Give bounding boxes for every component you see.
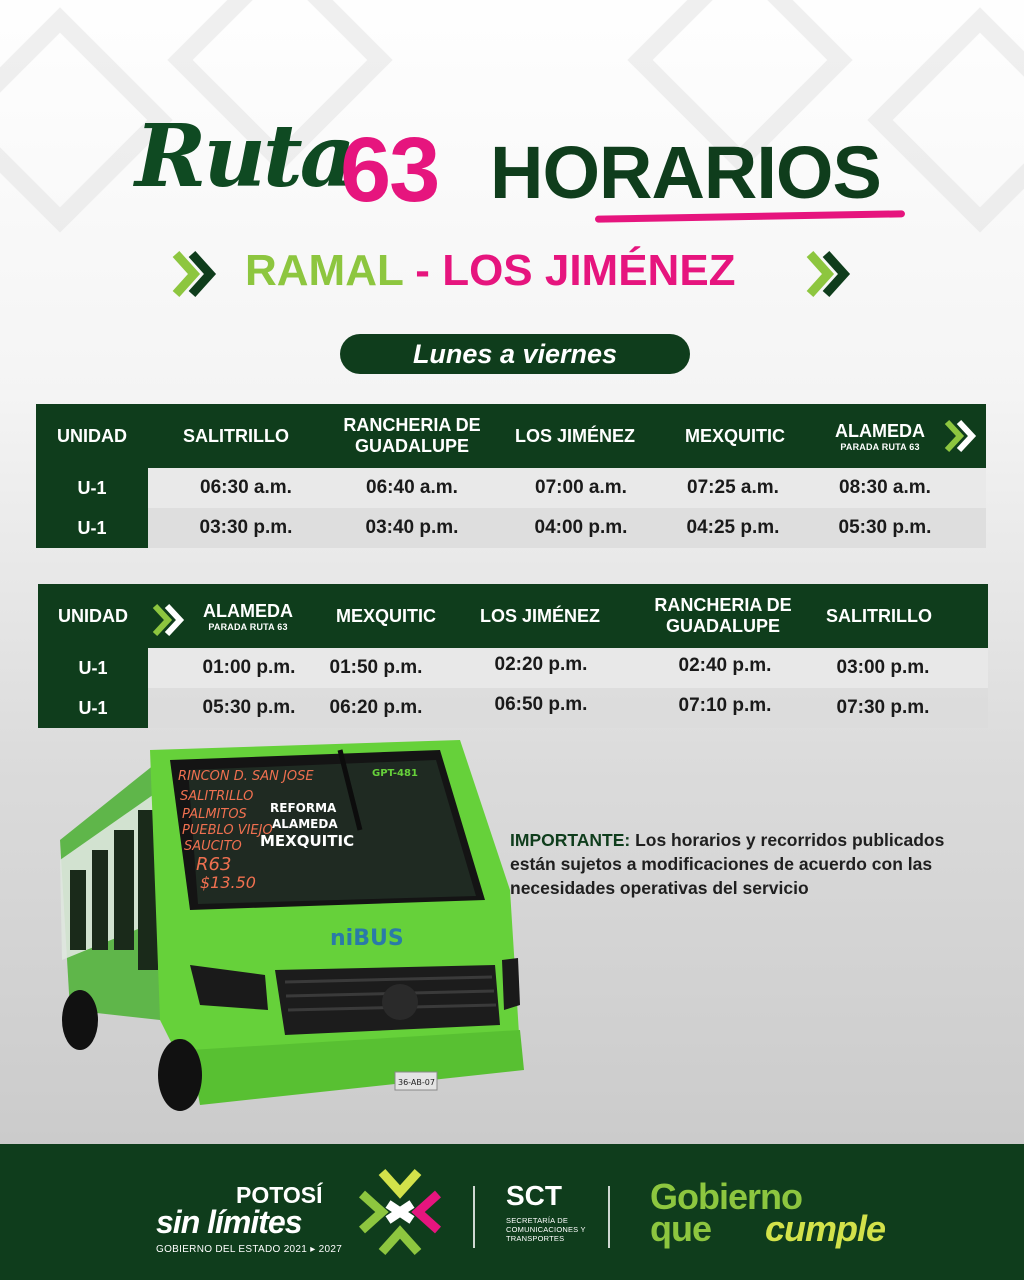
time-cell: 07:00 a.m. [535, 477, 627, 498]
footer-divider [473, 1186, 475, 1248]
gobierno-logo-text: Gobierno [650, 1176, 802, 1217]
header-mexquitic: MEXQUITIC [335, 605, 436, 626]
sct-logo-text: SCT [506, 1180, 562, 1211]
time-cell: 01:50 p.m. [329, 657, 423, 678]
time-cell: 02:20 p.m. [494, 654, 588, 675]
table-row [36, 508, 986, 548]
schedule-table-return [38, 584, 988, 728]
que-logo-text: que [650, 1208, 712, 1249]
time-cell: 04:00 p.m. [534, 517, 628, 538]
footer [0, 1144, 1024, 1280]
bus-sign-right: REFORMA [270, 801, 337, 815]
header-unidad: UNIDAD [57, 425, 127, 446]
bus-brand: niBUS [330, 926, 404, 951]
day-label: Lunes a viernes [340, 334, 690, 374]
bus-sign-line: $13.50 [200, 873, 256, 892]
bus-sign-right: ALAMEDA [272, 817, 338, 831]
header-rancheria-line2: GUADALUPE [665, 616, 780, 636]
time-cell: 06:20 p.m. [329, 697, 423, 718]
table-header [38, 584, 988, 648]
bus-sign-line: R63 [196, 854, 232, 875]
header-rancheria-line2: GUADALUPE [354, 436, 469, 456]
time-cell: 05:30 p.m. [202, 697, 296, 718]
bus-sign-line: RINCON D. SAN JOSE [178, 769, 314, 784]
header-los-jimenez: LOS JIMÉNEZ [514, 425, 635, 446]
header-salitrillo: SALITRILLO [183, 425, 289, 446]
header-alameda-line1: ALAMEDA [835, 420, 925, 441]
header-alameda-line1: ALAMEDA [203, 600, 293, 621]
header-alameda [188, 584, 308, 648]
header-rancheria [324, 404, 500, 468]
unit-cell: U-1 [36, 508, 148, 548]
table-header [36, 404, 986, 468]
bus-sign-line: PALMITOS [182, 807, 247, 822]
chevron-right-icon [944, 418, 980, 454]
subtitle-text [245, 246, 736, 296]
time-cell: 04:25 p.m. [686, 517, 780, 538]
header-rancheria-line1: RANCHERIA DE [654, 595, 792, 615]
subtitle-destino: LOS JIMÉNEZ [442, 246, 736, 295]
time-cell: 05:30 p.m. [838, 517, 932, 538]
time-cell: 02:40 p.m. [678, 655, 772, 676]
unit-cell: U-1 [36, 468, 148, 508]
notice-text: Los horarios y recorridos publicados están sujetos a modificaciones de acuerdo con las necesidades operativas del servicio [510, 830, 945, 898]
bus-number: GPT-481 [372, 768, 418, 779]
title-horarios: HORARIOS [490, 131, 881, 214]
time-cell: 06:50 p.m. [494, 694, 588, 715]
notice-label: IMPORTANTE: [510, 830, 631, 850]
header-los-jimenez: LOS JIMÉNEZ [479, 605, 600, 626]
time-cell: 06:30 a.m. [200, 477, 292, 498]
time-cell: 03:00 p.m. [836, 657, 930, 678]
gobierno-estado-text: GOBIERNO DEL ESTADO 2021 ▸ 2027 [156, 1244, 343, 1255]
header-alameda-sub: PARADA RUTA 63 [840, 441, 920, 452]
chevron-right-icon [172, 248, 220, 300]
bus-illustration [40, 720, 540, 1140]
subtitle-ramal: RAMAL [245, 246, 404, 295]
subtitle-dash: - [415, 246, 430, 295]
header-alameda-sub: PARADA RUTA 63 [208, 621, 288, 632]
header-rancheria [638, 584, 808, 648]
time-cell: 01:00 p.m. [202, 657, 296, 678]
header-rancheria-line1: RANCHERIA DE [343, 415, 481, 435]
title [0, 96, 1024, 236]
bus-sign-line: SAUCITO [184, 839, 242, 854]
sct-full-name: SECRETARÍA DE COMUNICACIONES Y TRANSPORTES [506, 1216, 586, 1243]
schedule-table-outbound [36, 404, 986, 548]
header-salitrillo: SALITRILLO [826, 605, 932, 626]
potosi-logo-text: POTOSÍ [236, 1182, 323, 1208]
unit-cell: U-1 [38, 648, 148, 688]
important-notice [510, 828, 960, 900]
potosi-emblem-icon [352, 1164, 448, 1260]
header-mexquitic: MEXQUITIC [684, 425, 785, 446]
time-cell: 03:40 p.m. [365, 517, 459, 538]
time-cell: 07:30 p.m. [836, 697, 930, 718]
time-cell: 06:40 a.m. [366, 477, 458, 498]
time-cell: 08:30 a.m. [839, 477, 931, 498]
cumple-logo-text: cumple [765, 1208, 886, 1249]
bus-sign-right: MEXQUITIC [260, 832, 355, 850]
title-ruta: Ruta [135, 106, 353, 207]
time-cell: 07:10 p.m. [678, 695, 772, 716]
time-cell: 03:30 p.m. [199, 517, 293, 538]
table-row [36, 468, 986, 508]
chevron-right-icon [152, 602, 188, 638]
unit-cell: U-1 [38, 688, 148, 728]
bus-sign-line: PUEBLO VIEJO [182, 823, 273, 838]
bus-sign-line: SALITRILLO [180, 789, 254, 804]
license-plate: 36-AB-07 [398, 1078, 435, 1087]
time-cell: 07:25 a.m. [687, 477, 779, 498]
sin-limites-logo-text: sin límites [156, 1204, 302, 1240]
table-row [38, 648, 988, 688]
header-unidad: UNIDAD [58, 605, 128, 626]
footer-divider [608, 1186, 610, 1248]
subtitle [0, 246, 1024, 302]
chevron-right-icon [806, 248, 854, 300]
header-alameda [820, 404, 940, 468]
title-route-number: 63 [340, 119, 439, 221]
